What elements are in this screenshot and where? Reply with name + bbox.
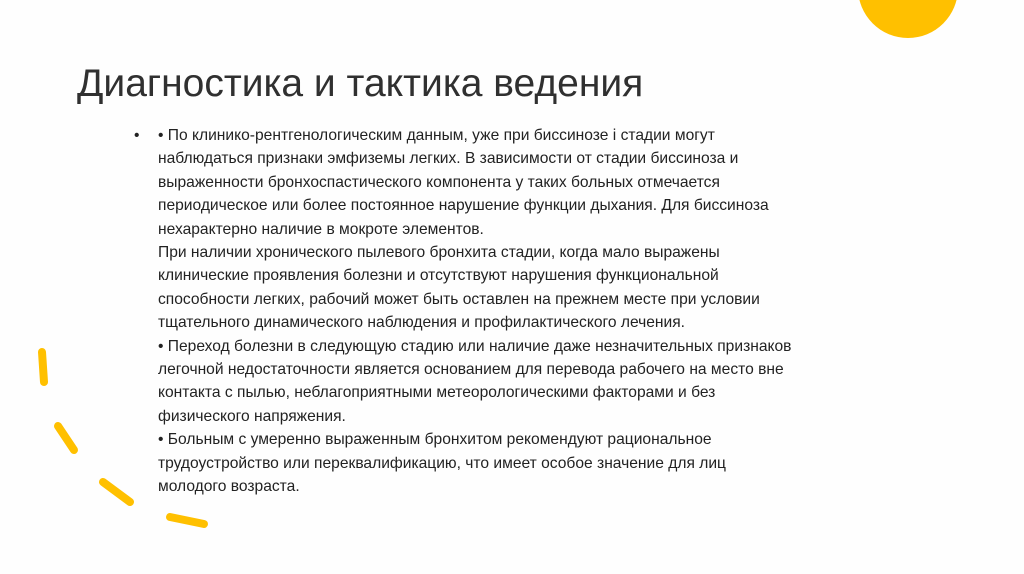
text-line: При наличии хронического пылевого бронхита стадии, когда мало выражены — [158, 244, 720, 262]
text-line: трудоустройство или переквалификацию, что имеет особое значение для лиц — [158, 454, 726, 472]
text-line-wrap — [134, 405, 969, 428]
text-line-wrap — [134, 241, 969, 264]
text-line-wrap — [134, 311, 969, 334]
text-line: молодого возраста. — [158, 478, 300, 496]
text-line: • По клинико-рентгенологическим данным, уже при биссинозе i стадии могут — [158, 127, 715, 144]
text-line: контакта с пылью, неблагоприятными метеорологическими факторами и без — [158, 384, 716, 402]
text-line: способности легких, рабочий может быть оставлен на прежнем месте при условии — [158, 290, 760, 308]
text-line: периодическое или более постоянное нарушение функции дыхания. Для биссиноза — [158, 197, 769, 215]
text-line-wrap — [134, 288, 969, 311]
text-line: нехарактерно наличие в мокроте элементов. — [158, 220, 484, 238]
text-line-wrap — [134, 171, 969, 194]
text-line-wrap — [134, 147, 969, 170]
text-line: наблюдаться признаки эмфиземы легких. В зависимости от стадии биссиноза и — [158, 150, 739, 168]
accent-circle-shape — [858, 0, 958, 38]
text-line-wrap — [134, 335, 969, 358]
text-line-wrap — [134, 358, 969, 381]
text-line-wrap — [134, 428, 969, 451]
text-line: • Больным с умеренно выраженным бронхитом рекомендуют рациональное — [158, 431, 712, 449]
text-line: тщательного динамического наблюдения и профилактического лечения. — [158, 314, 686, 332]
text-line: легочной недостаточности является основанием для перевода рабочего на место вне — [158, 361, 784, 379]
text-line: выраженности бронхоспастического компонента у таких больных отмечается — [158, 173, 720, 191]
bullet-paragraph-1 — [134, 124, 969, 147]
slide-title: Диагностика и тактика ведения — [77, 62, 644, 105]
text-line: физического напряжения. — [158, 407, 346, 425]
text-line-wrap — [134, 452, 969, 475]
text-line-wrap — [134, 475, 969, 498]
slide-body — [134, 124, 969, 499]
bullet-marker: • — [134, 127, 140, 144]
text-line: • Переход болезни в следующую стадию или наличие даже незначительных признаков — [158, 337, 792, 355]
text-line-wrap — [134, 218, 969, 241]
text-line-wrap — [134, 381, 969, 404]
text-line-wrap — [134, 194, 969, 217]
text-line: клинические проявления болезни и отсутствуют нарушения функциональной — [158, 267, 719, 285]
text-line-wrap — [134, 264, 969, 287]
